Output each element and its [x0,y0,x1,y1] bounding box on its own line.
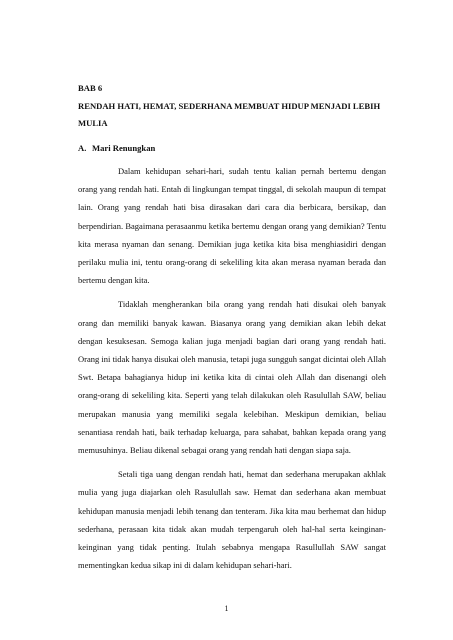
section-heading [78,142,386,154]
page-content [78,82,386,580]
chapter-label: BAB 6 [78,83,103,93]
paragraph-3: Setali tiga uang dengan rendah hati, hemat dan sederhana merupakan akhlak mulia yang juga diajarkan oleh Rasulullah saw. Hemat dan sederhana akan membuat kehidupan manusia menjadi lebih tenang dan tenteram. Jika kita mau berhemat dan hidup sederhana, perasaan kita tidak akan mudah terpengaruh oleh hal-hal serta keinginan-keinginan yang tidak penting. Itulah sebabnya mengapa Rasullullah SAW sangat mementingkan kedua sikap ini di dalam kehidupan sehari-hari. [78,469,386,571]
paragraph-1: Dalam kehidupan sehari-hari, sudah tentu kalian pernah bertemu dengan orang yang rendah hati. Entah di lingkungan tempat tinggal, di sekolah maupun di tempat lain. Orang yang rendah hati bisa dirasakan dari cara dia berbicara, bersikap, dan berpendirian. Bagaimana perasaanmu ketika bertemu dengan orang yang demikian? Tentu kita merasa nyaman dan senang. Demikian juga ketika kita bisa menghiasidiri dengan perilaku mulia ini, tentu orang-orang di sekeliling kita akan merasa nyaman berada dan bertemu dengan kita. [78,166,386,286]
section-letter: A. [78,143,87,153]
page-number: 1 [224,604,229,613]
section-title: Mari Renungkan [92,143,156,153]
paragraph-2: Tidaklah mengherankan bila orang yang rendah hati disukai oleh banyak orang dan memiliki banyak kawan. Biasanya orang yang demikian akan lebih dekat dengan kesuksesan. Semoga kalian juga menjadi bagian dari orang yang rendah hati. Orang ini tidak hanya disukai oleh manusia, tetapi juga sungguh sangat dicintai oleh Allah Swt. Betapa bahagianya hidup ini ketika kita di cintai oleh Allah dan disenangi oleh orang-orang di sekeliling kita. Seperti yang telah dilakukan oleh Rasulullah SAW, beliau merupakan manusia yang memiliki segala kelebihan. Meskipun demikian, beliau senantiasa rendah hati, baik terhadap keluarga, para sahabat, bahkan kepada orang yang memusuhinya. Beliau dikenal sebagai orang yang rendah hati dengan siapa saja. [78,299,386,456]
chapter-title: RENDAH HATI, HEMAT, SEDERHANA MEMBUAT HIDUP MENJADI LEBIH MULIA [78,101,381,128]
